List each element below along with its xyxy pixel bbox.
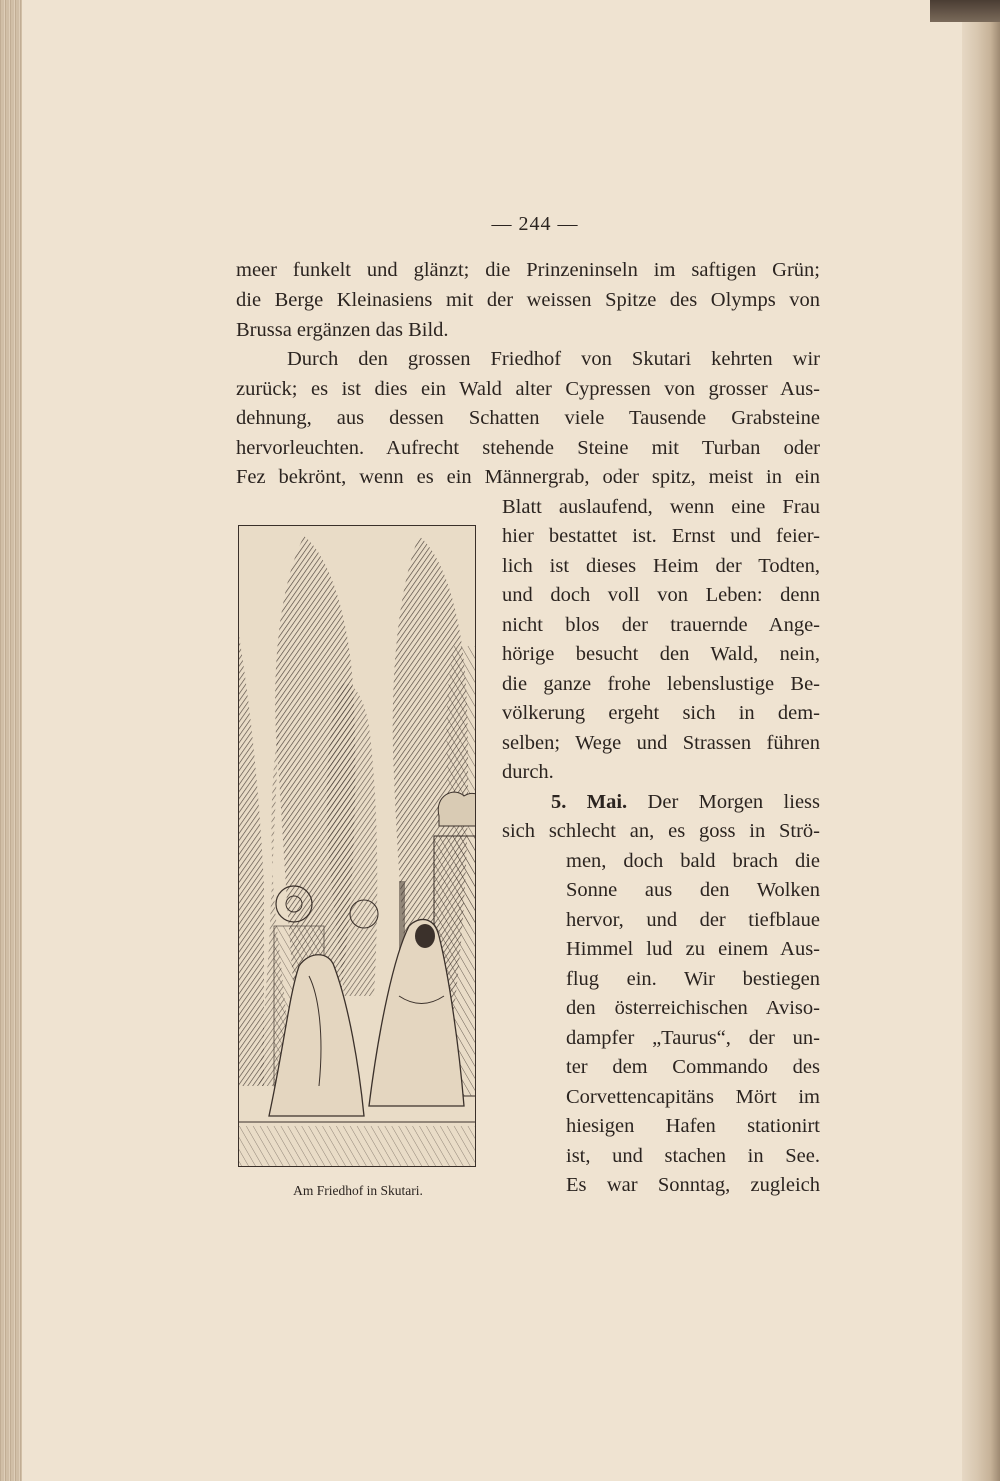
text-line: hervorleuchten. Aufrecht stehende Steine mit Turban oder [236, 437, 820, 459]
page-number: — 244 — [491, 213, 579, 235]
text-line: Blatt auslaufend, wenn eine Frau [502, 496, 820, 518]
text-line: hier bestattet ist. Ernst und feier- [502, 525, 820, 547]
text-line: Durch den grossen Friedhof von Skutari kehrten wir [287, 348, 820, 370]
text-line: Himmel lud zu einem Aus- [566, 938, 820, 960]
text-line: Sonne aus den Wolken [566, 879, 820, 901]
text-line: Fez bekrönt, wenn es ein Männergrab, oder spitz, meist in ein [236, 466, 820, 488]
engraving-drawing [239, 526, 475, 1166]
text-line: selben; Wege und Strassen führen [502, 732, 820, 754]
text-line: flug ein. Wir bestiegen [566, 968, 820, 990]
text-line: ist, und stachen in See. [566, 1145, 820, 1167]
text-line [551, 788, 820, 817]
book-cover-corner [930, 0, 1000, 22]
text-line: den österreichischen Aviso- [566, 997, 820, 1019]
cemetery-illustration [238, 525, 476, 1167]
text-line: und doch voll von Leben: denn [502, 584, 820, 606]
text-line: die Berge Kleinasiens mit der weissen Spitze des Olymps von [236, 289, 820, 311]
text-line: die ganze frohe lebenslustige Be- [502, 673, 820, 695]
text-line: lich ist dieses Heim der Todten, [502, 555, 820, 577]
text-line: zurück; es ist dies ein Wald alter Cypressen von grosser Aus- [236, 378, 820, 400]
text-line: meer funkelt und glänzt; die Prinzeninseln im saftigen Grün; [236, 259, 820, 281]
text-line: Es war Sonntag, zugleich [566, 1174, 820, 1196]
text-fragment: Der Morgen liess [647, 791, 820, 813]
text-line: hiesigen Hafen stationirt [566, 1115, 820, 1137]
text-line: men, doch bald brach die [566, 850, 820, 872]
text-line: sich schlecht an, es goss in Strö- [502, 820, 820, 842]
text-line: hörige besucht den Wald, nein, [502, 643, 820, 665]
text-line: ter dem Commando des [566, 1056, 820, 1078]
text-line: hervor, und der tiefblaue [566, 909, 820, 931]
text-line: Corvettencapitäns Mört im [566, 1086, 820, 1108]
figure-caption: Am Friedhof in Skutari. [293, 1183, 423, 1198]
date-label: 5. Mai. [551, 791, 628, 813]
text-line: dampfer „Taurus“, der un- [566, 1027, 820, 1049]
text-line: Brussa ergänzen das Bild. [236, 319, 449, 341]
text-line: nicht blos der trauernde Ange- [502, 614, 820, 636]
text-line: völkerung ergeht sich in dem- [502, 702, 820, 724]
text-line: dehnung, aus dessen Schatten viele Tausende Grabsteine [236, 407, 820, 429]
text-line: durch. [502, 761, 554, 783]
